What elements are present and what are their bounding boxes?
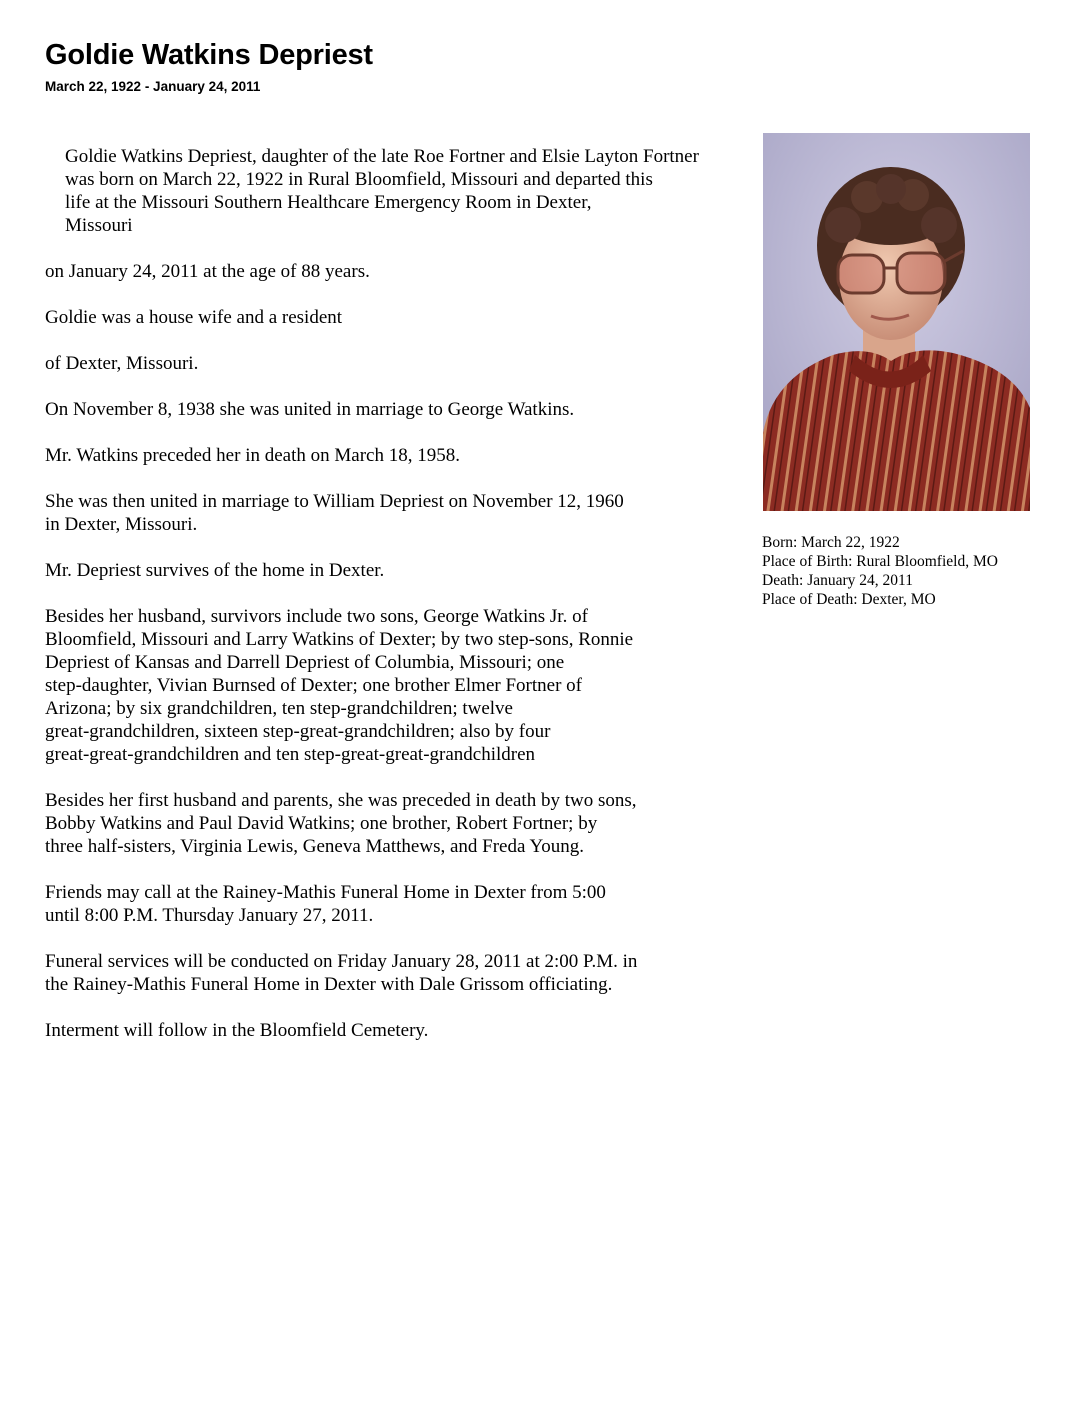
obituary-line: until 8:00 P.M. Thursday January 27, 2011. bbox=[45, 905, 374, 926]
life-dates: March 22, 1922 - January 24, 2011 bbox=[45, 79, 261, 94]
obituary-line: on January 24, 2011 at the age of 88 years. bbox=[45, 261, 370, 282]
obituary-paragraph bbox=[45, 559, 765, 582]
obituary-line: was born on March 22, 1922 in Rural Bloomfield, Missouri and departed this bbox=[65, 169, 653, 190]
obituary-line: Bobby Watkins and Paul David Watkins; one brother, Robert Fortner; by bbox=[45, 813, 598, 834]
obituary-line: Funeral services will be conducted on Friday January 28, 2011 at 2:00 P.M. in bbox=[45, 951, 638, 972]
obituary-line: in Dexter, Missouri. bbox=[45, 514, 198, 535]
obituary-line: great-grandchildren, sixteen step-great-grandchildren; also by four bbox=[45, 721, 551, 742]
obituary-line: Besides her husband, survivors include two sons, George Watkins Jr. of bbox=[45, 606, 588, 627]
obituary-paragraph bbox=[45, 260, 765, 283]
obituary-paragraph bbox=[45, 789, 765, 858]
obituary-line: Interment will follow in the Bloomfield Cemetery. bbox=[45, 1020, 429, 1041]
obituary-line: of Dexter, Missouri. bbox=[45, 353, 199, 374]
obituary-paragraph bbox=[45, 306, 765, 329]
obituary-paragraph bbox=[45, 444, 765, 467]
obituary-line: Mr. Depriest survives of the home in Dexter. bbox=[45, 560, 385, 581]
obituary-line: Missouri bbox=[65, 215, 133, 236]
obituary-line: Arizona; by six grandchildren, ten step-grandchildren; twelve bbox=[45, 698, 513, 719]
obituary-line: Goldie Watkins Depriest, daughter of the late Roe Fortner and Elsie Layton Fortner bbox=[65, 146, 699, 167]
obituary-paragraph bbox=[45, 398, 765, 421]
portrait-photo bbox=[763, 133, 1030, 511]
obituary-line: Bloomfield, Missouri and Larry Watkins of Dexter; by two step-sons, Ronnie bbox=[45, 629, 634, 650]
obituary-paragraph bbox=[45, 145, 765, 237]
obituary-line: three half-sisters, Virginia Lewis, Geneva Matthews, and Freda Young. bbox=[45, 836, 585, 857]
obituary-line: She was then united in marriage to William Depriest on November 12, 1960 bbox=[45, 491, 624, 512]
obituary-line: great-great-grandchildren and ten step-great-great-grandchildren bbox=[45, 744, 536, 765]
obituary-line: step-daughter, Vivian Burnsed of Dexter; one brother Elmer Fortner of bbox=[45, 675, 582, 696]
vital-facts bbox=[762, 533, 1082, 609]
obituary-line: Depriest of Kansas and Darrell Depriest of Columbia, Missouri; one bbox=[45, 652, 565, 673]
obituary-line: the Rainey-Mathis Funeral Home in Dexter with Dale Grissom officiating. bbox=[45, 974, 613, 995]
obituary-body bbox=[45, 145, 765, 1065]
obituary-paragraph bbox=[45, 881, 765, 927]
death-place: Place of Death: Dexter, MO bbox=[762, 591, 936, 608]
obituary-line: Mr. Watkins preceded her in death on March 18, 1958. bbox=[45, 445, 460, 466]
obituary-line: On November 8, 1938 she was united in marriage to George Watkins. bbox=[45, 399, 575, 420]
obituary-paragraph bbox=[45, 605, 765, 766]
birth-date: Born: March 22, 1922 bbox=[762, 534, 900, 551]
obituary-line: Goldie was a house wife and a resident bbox=[45, 307, 343, 328]
obituary-paragraph bbox=[45, 490, 765, 536]
obituary-title: Goldie Watkins Depriest bbox=[45, 39, 373, 71]
portrait-image bbox=[763, 133, 1030, 511]
obituary-paragraph bbox=[45, 950, 765, 996]
obituary-paragraph bbox=[45, 1019, 765, 1042]
obituary-line: Friends may call at the Rainey-Mathis Funeral Home in Dexter from 5:00 bbox=[45, 882, 606, 903]
death-date: Death: January 24, 2011 bbox=[762, 572, 913, 589]
obituary-line: Besides her first husband and parents, she was preceded in death by two sons, bbox=[45, 790, 637, 811]
birth-place: Place of Birth: Rural Bloomfield, MO bbox=[762, 553, 998, 570]
obituary-paragraph bbox=[45, 352, 765, 375]
obituary-line: life at the Missouri Southern Healthcare Emergency Room in Dexter, bbox=[65, 192, 592, 213]
